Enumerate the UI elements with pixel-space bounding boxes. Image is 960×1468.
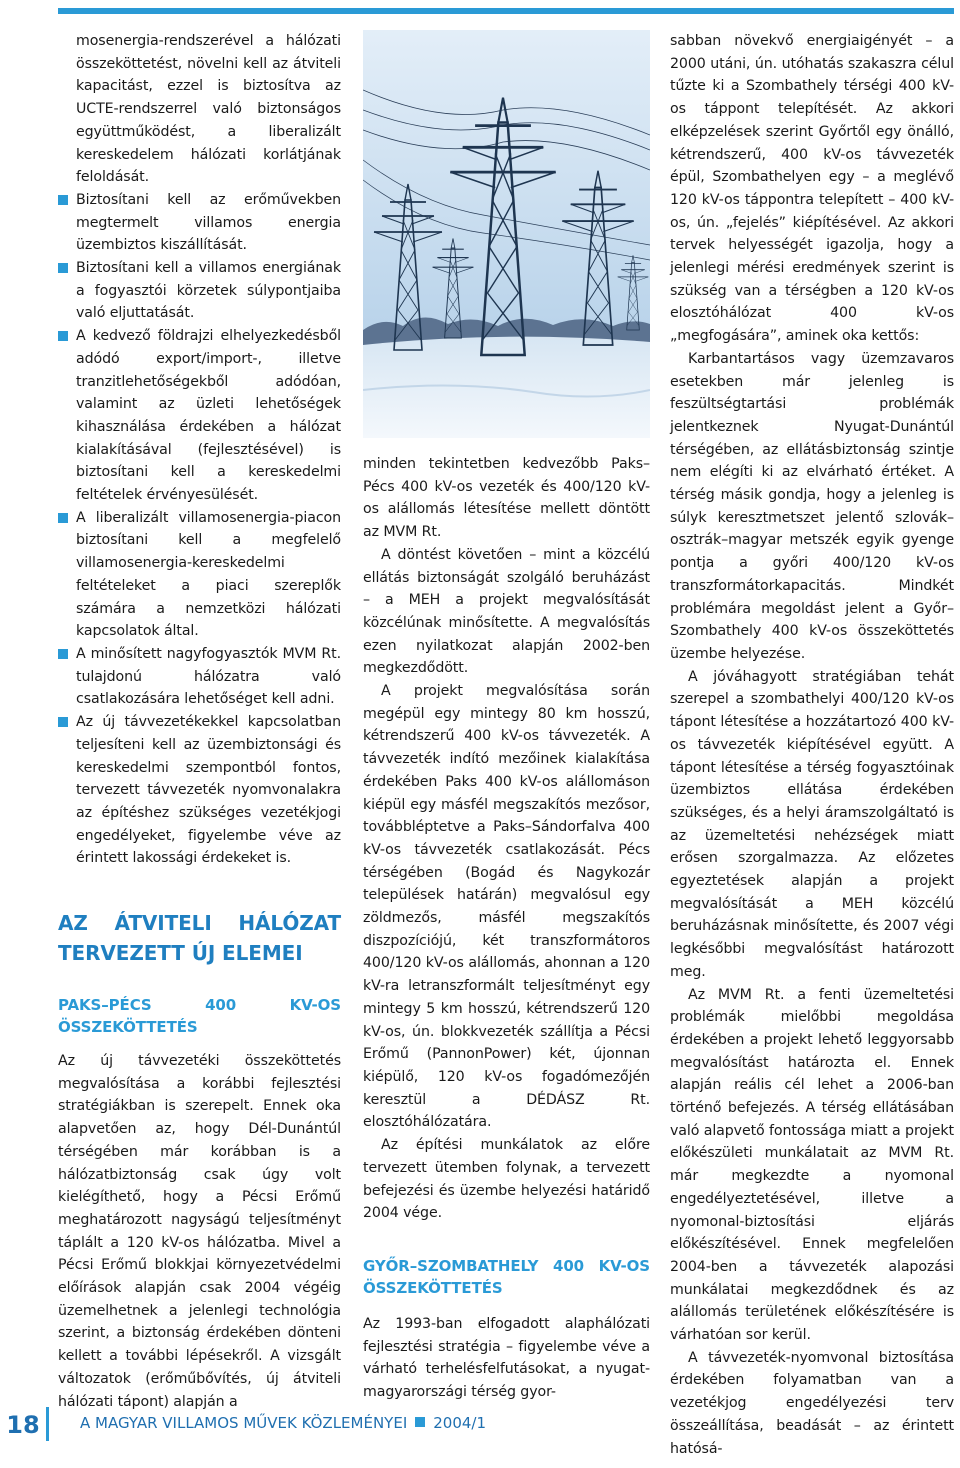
bullet-square-icon [58, 263, 68, 273]
footer-publication [80, 1414, 486, 1432]
bullet-square-icon [58, 195, 68, 205]
paragraph: Az építési munkálatok az előre tervezett ütemben folynak, a tervezett befejezési és üzembe helyezési határidő 2004 vége. [363, 1137, 650, 1222]
column-3 [670, 30, 954, 1460]
bullet-square-icon [58, 649, 68, 659]
power-lines-photo [363, 30, 650, 438]
paragraph: A jóváhagyott stratégiában tehát szerepel a szombathelyi 400/120 kV-os tápont létesítése a hozzátartozó 400 kV-os távvezeték kiépítésével együtt. A tápont létesítése a térség fogyasztóinak üzembiztos ellátása érdekében szükséges, és a helyi áramszolgáltató is az üzemeltetési nehézségek miatt erősen szorgalmazza. Az előzetes egyeztetések alapján a projekt megvalósítását a MEH közcélú beruházásnak minősítette, és 2007 végi legkésőbbi megvalósítást határozott meg. [670, 668, 954, 980]
paragraph: Karbantartásos vagy üzemzavaros esetekben már jelenleg is feszültségtartási problémák jelentkeznek Nyugat-Dunántúl térségében, az ellátásbiztonság szintje nem elégíti ki az elvárható értéket. A térség másik gondja, hogy a jelenleg is súlyk keresztmetszet jelentő szlovák–osztrák–magyar metszék egyik gyenge pontja a győri 400/120 kV-os transzformátorkapacitás. Mindkét problémára megoldást jelent a Győr–Szombathely 400 kV-os összeköttetés üzembe helyezése. [670, 350, 954, 662]
bullet-square-icon [58, 331, 68, 341]
bullet-item: A minősített nagyfogyasztók MVM Rt. tulajdonú hálózatra való csatlakozására lehetőséget kell adni. [58, 643, 341, 711]
column-1 [58, 30, 341, 1413]
paragraph: A távvezeték-nyomvonal biztosítása érdekében folyamatban van a vezetékjog engedélyezési terv összeállítása, beadását – az érintett hatósá- [670, 1349, 954, 1457]
bullet-item: Biztosítani kell az erőművekben megtermelt villamos energia üzembiztos kiszállítását. [58, 189, 341, 257]
issue-number: 2004/1 [433, 1414, 487, 1432]
paragraph: minden tekintetben kedvezőbb Paks–Pécs 400 kV-os vezeték és 400/120 kV-os alállomás létesítése mellett döntött az MVM Rt. [363, 456, 650, 541]
paragraph: sabban növekvő energiaigényét – a 2000 utáni, ún. utóhatás szakaszra célul tűzte ki a Szombathely térségi 400 kV-os táppont telepítését. Az akkori elképzelések szerint Győrtől egy önálló, kétrendszerű, 400 kV-os távvezeték épül, Szombathelyen egy – a meglévő 120 kV-os táppontra telepített – 400 kV-os, ún. „fejelés” kiépítésével. Az akkori tervek helyességét igazolja, hogy a jelenlegi mérési eredmények szerint is szükség van a térségben a 120 kV-os elosztóhálózat 400 kV-os „megfogására”, aminek oka kettős: [670, 33, 954, 345]
paragraph: Az 1993-ban elfogadott alaphálózati fejlesztési stratégia – figyelembe véve a várható terhelésfelfutásokat, a nyugat-magyarországi térség gyor- [363, 1315, 650, 1401]
bullet-item: Biztosítani kell a villamos energiának a fogyasztói körzetek súlypontjaiba való eljuttatását. [58, 257, 341, 325]
paragraph: Az új távvezetéki összeköttetés megvalósítása a korábbi fejlesztési stratégiákban is szerepelt. Ennek oka alapvetően az, hogy Dél-Dunántúl térségében már korábban is a hálózatbiztonság csak úgy volt kielégíthető, hogy a Pécsi Erőmű meghatározott nagyságú teljesítményt táplált a 120 kV-os hálózatba. Mivel a Pécsi Erőmű blokkjai környezetvédelmi előírások alapján csak 2004 végéig üzemelhetnek a jelenlegi technológia szerint, a biztonság érdekében dönteni kellett a további lépésekről. A vizsgált változatok (erőműbővítés, új átviteli hálózati tápont) alapján a [58, 1053, 341, 1410]
bullet-square-icon [58, 717, 68, 727]
column-2 [363, 453, 650, 1404]
bullet-item: Az új távvezetékekkel kapcsolatban teljesíteni kell az üzembiztonsági és kereskedelmi szempontból fontos, tervezett távvezeték nyomvonalakra az építéshez szükséges vezetékjogi engedélyeket, figyelembe véve az érintett lakossági érdekeket is. [58, 711, 341, 870]
paragraph: A projekt megvalósítása során megépül egy mintegy 80 km hosszú, kétrendszerű 400 kV-os távvezeték. A távvezeték indító mezőinek kialakítása érdekében Paks 400 kV-os alállomáson kiépül egy másfél megszakítós mezősor, továbbléptetve a Paks–Sándorfalva 400 kV-os távvezeték csatlakozását. Pécs térségében (Bogád és Nagykozár települések határán) megvalósul egy zöldmezős, másfél megszakítós diszpozíciójú, két transzformátoros 400/120 kV-os alállomás, ahonnan a 120 kV-ra letranszformált teljesítményt egy mintegy 5 km hosszú, kétrendszerű 120 kV-os, ún. blokkvezeték szállítja a Pécsi Erőmű (PannonPower) két, újonnan kiépülő, 120 kV-os fogadómezőjén keresztül a DÉDÁSZ Rt. elosztóhálózatára. [363, 683, 650, 1131]
page-number: 18 [6, 1411, 40, 1439]
bullet-item: A kedvező földrajzi elhelyezkedésből adódó export/import-, illetve tranzitlehetőségekből adódóan, valamint az üzleti lehetőségek kihasználása érdekében a hálózat kialakításával (fejlesztésével) is biztosítani kell a kereskedelmi feltételek érvényesülését. [58, 325, 341, 507]
publication-title: A MAGYAR VILLAMOS MŰVEK KÖZLEMÉNYEI [80, 1414, 408, 1432]
paragraph: A döntést követően – mint a közcélú ellátás biztonságát szolgáló beruházást – a MEH a projekt megvalósítását közcélúnak minősítette. A megvalósítás ezen nyilatkozat alapján 2002-ben megkezdődött. [363, 546, 650, 677]
bullet-item: A liberalizált villamosenergia-piacon biztosítani kell a megfelelő villamosenergia-kereskedelmi feltételeket a piaci szereplők számára a nemzetközi hálózati kapcsolatok által. [58, 507, 341, 643]
separator-square-icon [415, 1417, 425, 1427]
section-subheading: GYŐR–SZOMBATHELY 400 KV-OS ÖSSZEKÖTTETÉS [363, 1256, 650, 1297]
section-subheading: PAKS–PÉCS 400 KV-OS ÖSSZEKÖTTETÉS [58, 996, 341, 1037]
top-accent-bar [58, 8, 954, 14]
footer-divider [46, 1407, 49, 1441]
bullet-square-icon [58, 513, 68, 523]
paragraph: Az MVM Rt. a fenti üzemeltetési problémák mielőbbi megoldása érdekében a projekt lehető leggyorsabb megvalósítást határozta el. Ennek alapján reális cél lehet a 2006-ban történő befejezés. A térség ellátásában való alapvető fontossága miatt a projekt előkészületi munkálatait az MVM Rt. már megkezdte a nyomonal engedélyeztetésével, illetve a nyomonal-biztosítási eljárás előkészítésével. Ennek megfelelően 2004-ben a távvezeték alapozási munkálatai megkezdődnek és az alállomás területének előkészítésére is várhatóan sor kerül. [670, 986, 954, 1344]
lead-continuation: mosenergia-rendszerével a hálózati összeköttetést, növelni kell az átviteli kapacitást, ezzel is biztosítva az UCTE-rendszerrel való biztonságos együttműködést, a liberalizált kereskedelem hálózati korlátjának feloldását. [76, 33, 341, 186]
section-heading: AZ ÁTVITELI HÁLÓZAT TERVEZETT ÚJ ELEMEI [58, 911, 341, 966]
page-footer [0, 1405, 960, 1445]
